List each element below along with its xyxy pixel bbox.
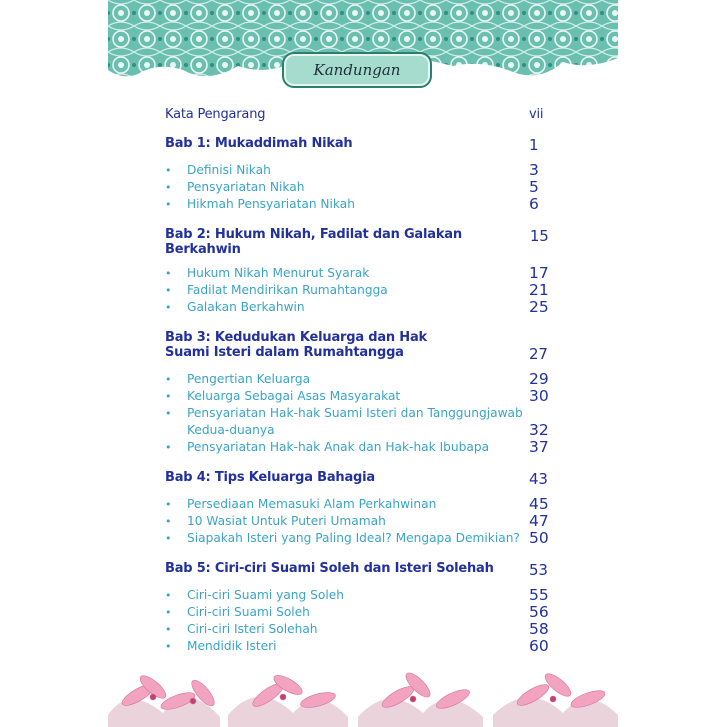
toc-item: • Persediaan Memasuki Alam Perkahwinan 45 xyxy=(165,495,549,513)
toc-item: • Ciri-ciri Suami yang Soleh 55 xyxy=(165,586,549,604)
toc-page-number: 43 xyxy=(529,470,548,488)
toc-item: • Pensyariatan Hak-hak Suami Isteri dan Tanggungjawab xyxy=(165,406,523,420)
toc-heading-label: Bab 4: Tips Keluarga Bahagia xyxy=(165,470,375,485)
toc-item: • 10 Wasiat Untuk Puteri Umamah 47 xyxy=(165,512,549,530)
toc-heading-label: Suami Isteri dalam Rumahtangga xyxy=(165,345,404,360)
toc-page-number: 27 xyxy=(529,345,548,363)
toc-item: • Pensyariatan Nikah 5 xyxy=(165,178,539,196)
contents-title-tab xyxy=(282,52,432,88)
toc-preface xyxy=(165,107,557,122)
toc-page-number: vii xyxy=(529,107,544,122)
toc-chapter-4 xyxy=(165,470,557,488)
toc-chapter-3-cont xyxy=(165,345,557,363)
toc-item: • Fadilat Mendirikan Rumahtangga 21 xyxy=(165,281,549,299)
toc-item: Kedua-duanya 32 xyxy=(187,421,549,439)
toc-heading-label: Bab 3: Kedudukan Keluarga dan Hak xyxy=(165,330,427,345)
toc-item: • Pensyariatan Hak-hak Anak dan Hak-hak Ibubapa 37 xyxy=(165,438,549,456)
toc-heading-label: Bab 1: Mukaddimah Nikah xyxy=(165,136,353,151)
toc-item: • Galakan Berkahwin 25 xyxy=(165,298,549,316)
toc-page-number: 53 xyxy=(529,561,548,579)
page-title: Kandungan xyxy=(313,61,401,79)
flower-icon xyxy=(108,669,618,727)
toc-chapter-3 xyxy=(165,330,557,345)
toc-heading-label: Bab 2: Hukum Nikah, Fadilat dan Galakan Berkahwin xyxy=(165,227,462,257)
book-page xyxy=(108,0,618,727)
toc-item: • Ciri-ciri Isteri Solehah 58 xyxy=(165,620,549,638)
toc-chapter-2 xyxy=(165,227,557,257)
table-of-contents xyxy=(165,107,557,655)
toc-page-number: 15 xyxy=(529,227,549,245)
toc-item: • Definisi Nikah 3 xyxy=(165,161,539,179)
toc-page-number: 1 xyxy=(529,136,539,154)
toc-chapter-5 xyxy=(165,561,557,579)
toc-item: • Mendidik Isteri 60 xyxy=(165,637,549,655)
flower-border-footer xyxy=(108,655,618,727)
toc-heading-label: Bab 5: Ciri-ciri Suami Soleh dan Isteri Solehah xyxy=(165,561,494,576)
toc-heading-label: Kata Pengarang xyxy=(165,107,266,122)
toc-item: • Siapakah Isteri yang Paling Ideal? Mengapa Demikian? 50 xyxy=(165,529,549,547)
toc-chapter-1 xyxy=(165,136,557,154)
toc-item: • Keluarga Sebagai Asas Masyarakat 30 xyxy=(165,387,549,405)
toc-item: • Hikmah Pensyariatan Nikah 6 xyxy=(165,195,539,213)
toc-item: • Pengertian Keluarga 29 xyxy=(165,370,549,388)
toc-item: • Hukum Nikah Menurut Syarak 17 xyxy=(165,264,549,282)
toc-item: • Ciri-ciri Suami Soleh 56 xyxy=(165,603,549,621)
